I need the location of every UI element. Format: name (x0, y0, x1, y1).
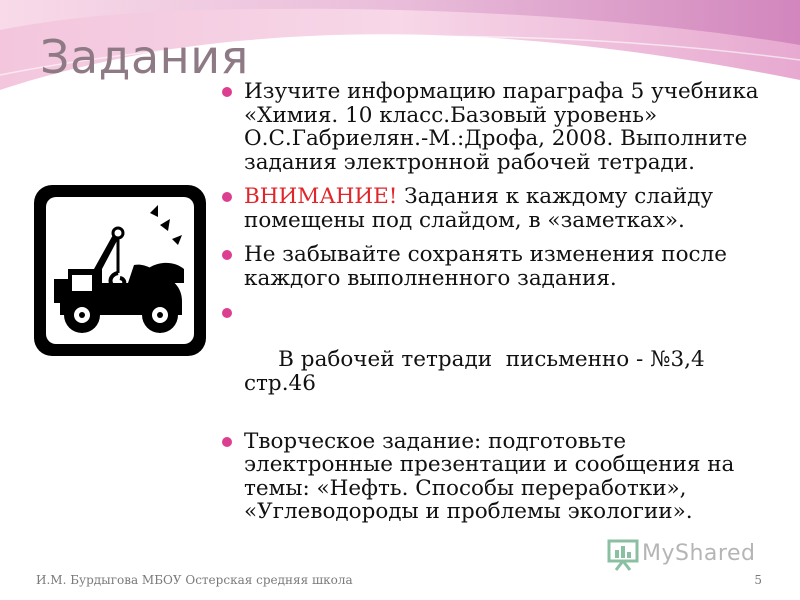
bullet-text: В рабочей тетради письменно - №3,4 стр.46 (244, 347, 712, 396)
bullet-text: Не забывайте сохранять изменения после каждого выполненного задания. (244, 242, 727, 291)
presentation-board-icon (606, 537, 640, 571)
tow-truck-icon (32, 183, 208, 358)
warning-label: ВНИМАНИЕ! (244, 184, 398, 209)
footer-author: И.М. Бурдыгова МБОУ Остерская средняя школа (36, 573, 353, 587)
bullet-icon (222, 250, 232, 260)
watermark-logo (606, 537, 766, 573)
watermark-text: MyShared (642, 541, 756, 566)
bullet-icon (222, 192, 232, 202)
list-item (220, 301, 780, 419)
bullet-icon (222, 437, 232, 447)
list-item (220, 80, 780, 174)
bullet-icon (222, 308, 232, 318)
bullet-text: Изучите информацию параграфа 5 учебника «Химия. 10 класс.Базовый уровень» О.С.Габриелян.-М.:Дрофа, 2008. Выполните задания электронной рабочей тетради. (244, 79, 759, 175)
bullet-icon (222, 87, 232, 97)
page-number: 5 (754, 573, 762, 587)
bullet-text: Творческое задание: подготовьте электронные презентации и сообщения на темы: «Нефть. Способы переработки», «Углеводороды и проблемы экологии». (244, 428, 735, 524)
bullet-text: Задания к каждому слайду помещены под слайдом, в «заметках». (244, 184, 714, 233)
list-item (220, 185, 780, 232)
list-item (220, 430, 780, 524)
slide-title: Задания (40, 30, 249, 84)
list-item (220, 243, 780, 290)
bullet-list (220, 80, 780, 535)
